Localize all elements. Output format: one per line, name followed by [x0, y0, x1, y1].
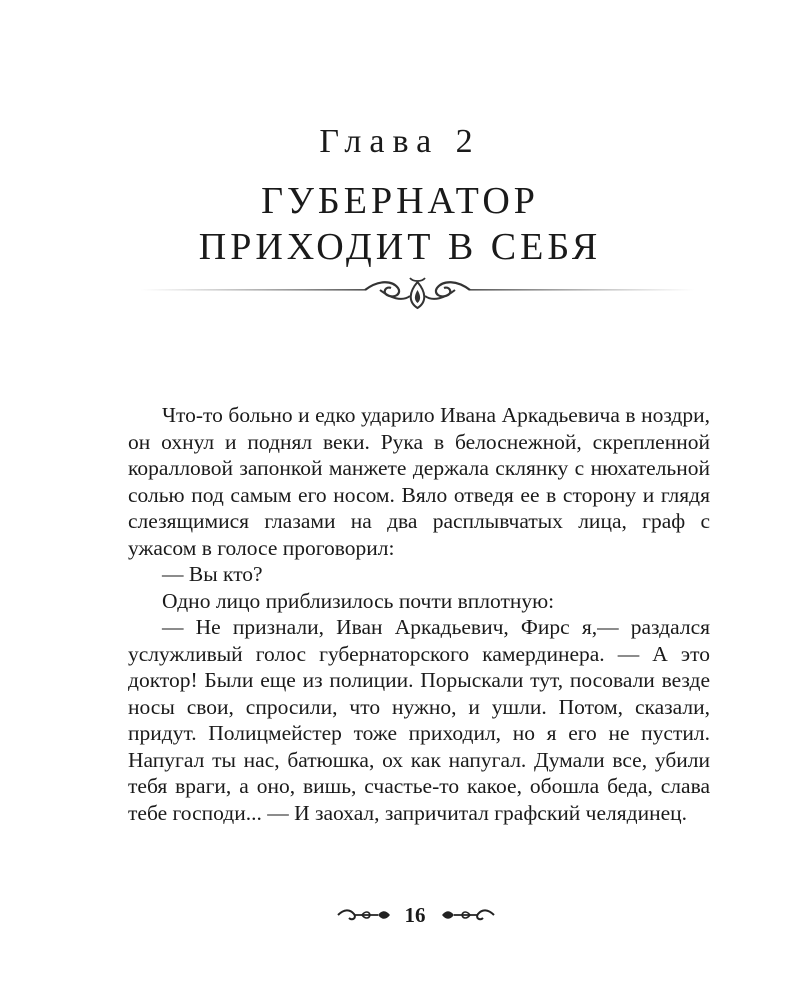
page-footer: [0, 898, 800, 932]
chapter-ornament-icon: [140, 268, 695, 318]
chapter-title: [0, 178, 800, 270]
chapter-label: Глава 2: [319, 123, 481, 160]
paragraph: — Вы кто?: [162, 562, 263, 586]
chapter-title-line: ГУБЕРНАТОР: [261, 180, 539, 222]
page-number: 16: [404, 903, 426, 927]
paragraph: — Не признали, Иван Аркадьевич, Фирс я,— раздался услужливый голос губернаторского камердинера. — А это доктор! Были еще из полиции. Порыскали тут, посовали везде носы свои, спросили, что нужно, и ушли. Потом, сказали, придут. Полицмейстер тоже приходил, но я его не пустил. Напугал ты нас, батюшка, ох как напугал. Думали все, убили тебя враги, а оно, вишь, счастье-то какое, обошла беда, слава тебе господи... — И заохал, запричитал графский челядинец.: [128, 615, 710, 825]
right-folio-ornament-icon: [440, 906, 496, 924]
left-folio-ornament-icon: [336, 906, 392, 924]
chapter-title-line: ПРИХОДИТ В СЕБЯ: [198, 226, 602, 268]
paragraph: Одно лицо приблизилось почти вплотную:: [162, 588, 555, 613]
body-text: [128, 402, 710, 826]
paragraph: Что-то больно и едко ударило Ивана Аркадьевича в ноздри, он охнул и поднял веки. Рука в белоснежной, скрепленной коралловой запонкой манжете держала склянку с нюхательной солью под самым его носом. Вяло отведя ее в сторону и глядя слезящимися глазами на два расплывчатых лица, граф с ужасом в голосе проговорил:: [128, 403, 710, 560]
